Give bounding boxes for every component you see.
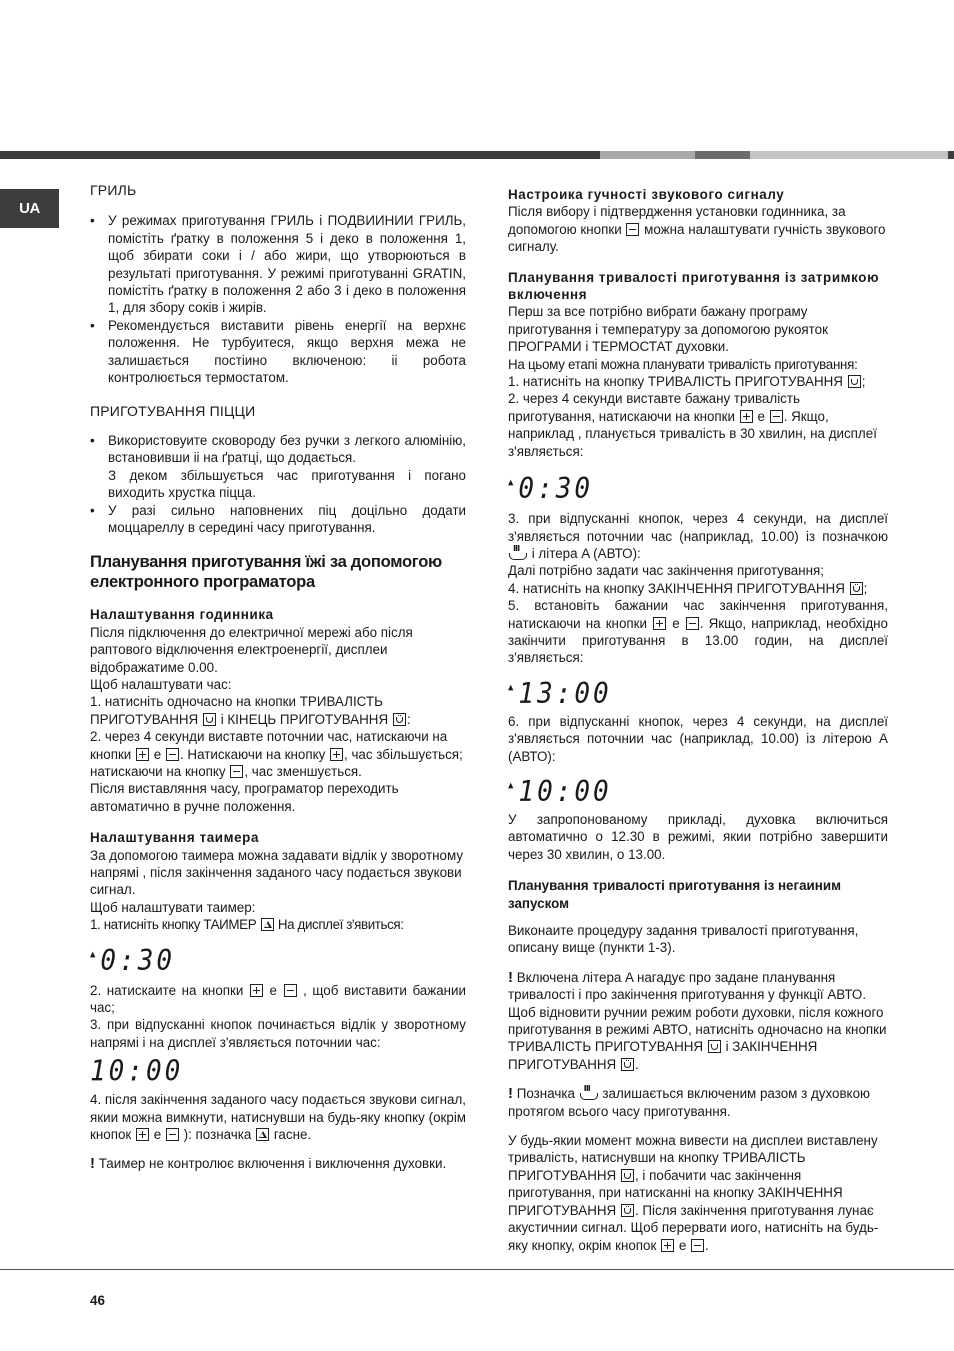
clock-intro: Після підключення до електричної мережі або після раптового відключення електроенергії, дисплеи відображатиме 0.00. xyxy=(90,624,413,675)
volume-text: Після вибору і підтвердження установки годинника, за допомогою кнопки можна налаштувати гучність звукового сигналу. xyxy=(508,204,886,255)
plus-key-icon xyxy=(330,748,343,761)
warning-icon: ! xyxy=(508,968,513,986)
plus-key-icon xyxy=(653,617,666,630)
delay-result: У запропонованому прикладі, духовка включиться автоматично о 12.30 в режимі, якии потрібно завершити через 30 хвилин, о 13.00. xyxy=(508,811,888,862)
duration-key-icon xyxy=(621,1169,634,1182)
timer-heading: Налаштування таимера xyxy=(90,830,259,846)
immediate-text: Виконаите процедуру задання тривалості приготування, описану вище (пункти 1-3). xyxy=(508,923,859,956)
delay-stage: На цьому етапі можна планувати тривалість приготування: xyxy=(508,356,858,372)
delay-step-3: 3. при відпусканні кнопок, через 4 секунди, на дисплеї з'являється поточнии час (наприклад, 10.00) із позначкою ııı і літера A (АВТО): xyxy=(508,510,888,562)
duration-key-icon xyxy=(203,713,216,726)
minus-key-icon xyxy=(166,748,179,761)
plus-key-icon xyxy=(136,1128,149,1141)
top-color-bar xyxy=(0,151,954,159)
display-readout: 10:00 xyxy=(90,1056,184,1089)
end-key-icon xyxy=(621,1204,634,1217)
display-readout: ▲13:00 xyxy=(508,677,612,711)
delay-step-5: 5. встановіть бажании час закінчення приготування, натискаючи на кнопки е . Якщо, наприклад, необхідно закінчити приготування в 13.00 годин, на дисплеї з'являється: xyxy=(508,598,888,666)
final-paragraph: У будь-якии момент можна вивести на дисплеи виставлену тривалість, натиснувши на кнопку ТРИВАЛІСТЬ ПРИГОТУВАННЯ , і побачити час закінчення приготування, при натисканні на кнопку ЗАКІНЧЕННЯ ПРИГОТУВАННЯ . Після закінчення приготування лунає акустичнии сигнал. Щоб перервати иого, натисніть на будь-яку кнопку, окрім кнопок е . xyxy=(508,1133,879,1253)
delay-intro: Перш за все потрібно вибрати бажану програму приготування і температуру за допомогою рукояток ПРОГРАМИ і ТЕРМОСТАТ духовки. xyxy=(508,304,828,355)
list-item: • У разі сильно наповнених піц доцільно додати моццареллу в середині часу приготування. xyxy=(90,502,466,537)
list-item: • Рекомендується виставити рівень енергії на верхнє положення. Не турбуитеся, якщо верхня межа не залишається постіино включеною: іі робота контролюється термостатом. xyxy=(90,317,466,387)
clock-step-2: 2. через 4 секунди виставте поточнии час, натискаючи на кнопки е . Натискаючи на кнопку , час збільшується; натискаючи на кнопку , час зменшується. xyxy=(90,729,463,779)
end-key-icon xyxy=(393,713,406,726)
timer-how: Щоб налаштувати таимер: xyxy=(90,899,256,915)
duration-key-icon xyxy=(708,1040,721,1053)
end-key-icon xyxy=(850,582,863,595)
minus-key-icon xyxy=(626,223,639,236)
timer-step-1: 1. натисніть кнопку ТАИМЕР На дисплеї з'явиться: xyxy=(90,917,404,933)
delay-heading: Планування тривалості приготування із затримкою включення xyxy=(508,269,880,303)
display-readout: ▲10:00 xyxy=(508,776,612,809)
minus-key-icon xyxy=(686,617,699,630)
minus-key-icon xyxy=(166,1128,179,1141)
display-readout: ▲0:30 xyxy=(508,473,594,506)
minus-key-icon xyxy=(284,984,297,997)
list-item: • У режимах приготування ГРИЛЬ і ПОДВИИНИИ ГРИЛЬ, помістіть ґратку в положення 5 і деко в положення 1, щоб збирати соки і / або жири, що утворюються в результаті приготування. У режимі приготуванні GRATIN, помістіть ґратку в положення 2 або 3 і деко в положення 1, для збору соків і жирів. xyxy=(90,212,466,316)
plus-key-icon xyxy=(250,984,263,997)
delay-step-1: 1. натисніть на кнопку ТРИВАЛІСТЬ ПРИГОТУВАННЯ ; xyxy=(508,374,866,390)
section-title-pizza: ПРИГОТУВАННЯ ПІЦЦИ xyxy=(90,403,256,420)
delay-step-4: 4. натисніть на кнопку ЗАКІНЧЕННЯ ПРИГОТУВАННЯ ; xyxy=(508,580,868,596)
clock-after: Після виставляння часу, програматор переходить автоматично в ручне положення. xyxy=(90,781,399,814)
timer-step-2: 2. натискаите на кнопки е , щоб виставити бажании час; xyxy=(90,982,467,1016)
timer-note: ! Таимер не контролює включення і виключення духовки. xyxy=(90,1155,447,1173)
steam-icon xyxy=(508,546,528,560)
list-item: • Використовуите сковороду без ручки з легкого алюмінію, встановивши іі на ґратці, що додається. З деком збільшується час приготування і погано виходить хрустка піцца. xyxy=(90,432,466,502)
timer-step-4: 4. після закінчення заданого часу подається звукови сигнал, якии можна вимкнути, натиснувши на будь-яку кнопку (окрім кнопок е ): позначка гасне. xyxy=(90,1092,466,1143)
bell-key-icon xyxy=(261,918,274,931)
section-title-grill: ГРИЛЬ xyxy=(90,182,137,198)
clock-step-1: 1. натисніть одночасно на кнопки ТРИВАЛІСТЬ ПРИГОТУВАННЯ і КІНЕЦЬ ПРИГОТУВАННЯ : xyxy=(90,694,411,727)
note-auto: ! Включена літера A нагадує про задане планування тривалості і про закінчення приготування у функції АВТО. Щоб відновити ручнии режим роботи духовки, після кожного приготування в режимі АВТО, натисніть одночасно на кнопки ТРИВАЛІСТЬ ПРИГОТУВАННЯ і ЗАКІНЧЕННЯ ПРИГОТУВАННЯ . xyxy=(508,968,887,1072)
bell-key-icon xyxy=(256,1128,269,1141)
plus-key-icon xyxy=(661,1239,674,1252)
page-number: 46 xyxy=(90,1293,105,1308)
plus-key-icon xyxy=(740,410,753,423)
language-tab: UA xyxy=(0,189,59,228)
duration-key-icon xyxy=(848,375,861,388)
clock-heading: Налаштування годинника xyxy=(90,607,274,623)
left-column xyxy=(90,182,466,1173)
warning-icon: ! xyxy=(90,1155,95,1173)
immediate-heading: Планування тривалості приготування із негаиним запуском xyxy=(508,878,841,911)
timer-intro: За допомогою таимера можна задавати відлік у зворотному напрямі , після закінчення заданого часу подається звукови сигнал. xyxy=(90,847,464,898)
pizza-list xyxy=(90,432,466,536)
minus-key-icon xyxy=(770,410,783,423)
delay-step-2: 2. через 4 секунди виставте бажану тривалість приготування, натискаючи на кнопки е . Якщо, наприклад , планується тривалість в 30 хвилин, на дисплеї з'являється: xyxy=(508,391,877,459)
steam-icon xyxy=(579,1086,599,1100)
warning-icon: ! xyxy=(508,1085,513,1103)
plus-key-icon xyxy=(136,748,149,761)
minus-key-icon xyxy=(691,1239,704,1252)
display-readout: ▲0:30 xyxy=(90,944,176,978)
delay-step-6: 6. при відпусканні кнопок, через 4 секунди, на дисплеї з'являється поточнии час (наприклад, 10.00) із літерою A (АВТО): xyxy=(508,713,888,764)
delay-then: Далі потрібно задати час закінчення приготування; xyxy=(508,563,825,579)
clock-how: Щоб налаштувати час: xyxy=(90,676,232,692)
volume-heading: Настроика гучності звукового сигналу xyxy=(508,187,785,202)
end-key-icon xyxy=(621,1058,634,1071)
programmer-heading: Планування приготування їжі за допомогою електронного програматора xyxy=(90,552,442,592)
note-steam: ! Позначка ııı залишається включеним разом з духовкою протягом всього часу приготування. xyxy=(508,1085,888,1120)
footer-rule xyxy=(0,1269,954,1270)
grill-list xyxy=(90,212,466,386)
right-column xyxy=(508,186,888,1254)
timer-step-3: 3. при відпусканні кнопок починається відлік у зворотному напрямі і на дисплеї з'являється поточнии час: xyxy=(90,1017,466,1050)
minus-key-icon xyxy=(230,765,243,778)
